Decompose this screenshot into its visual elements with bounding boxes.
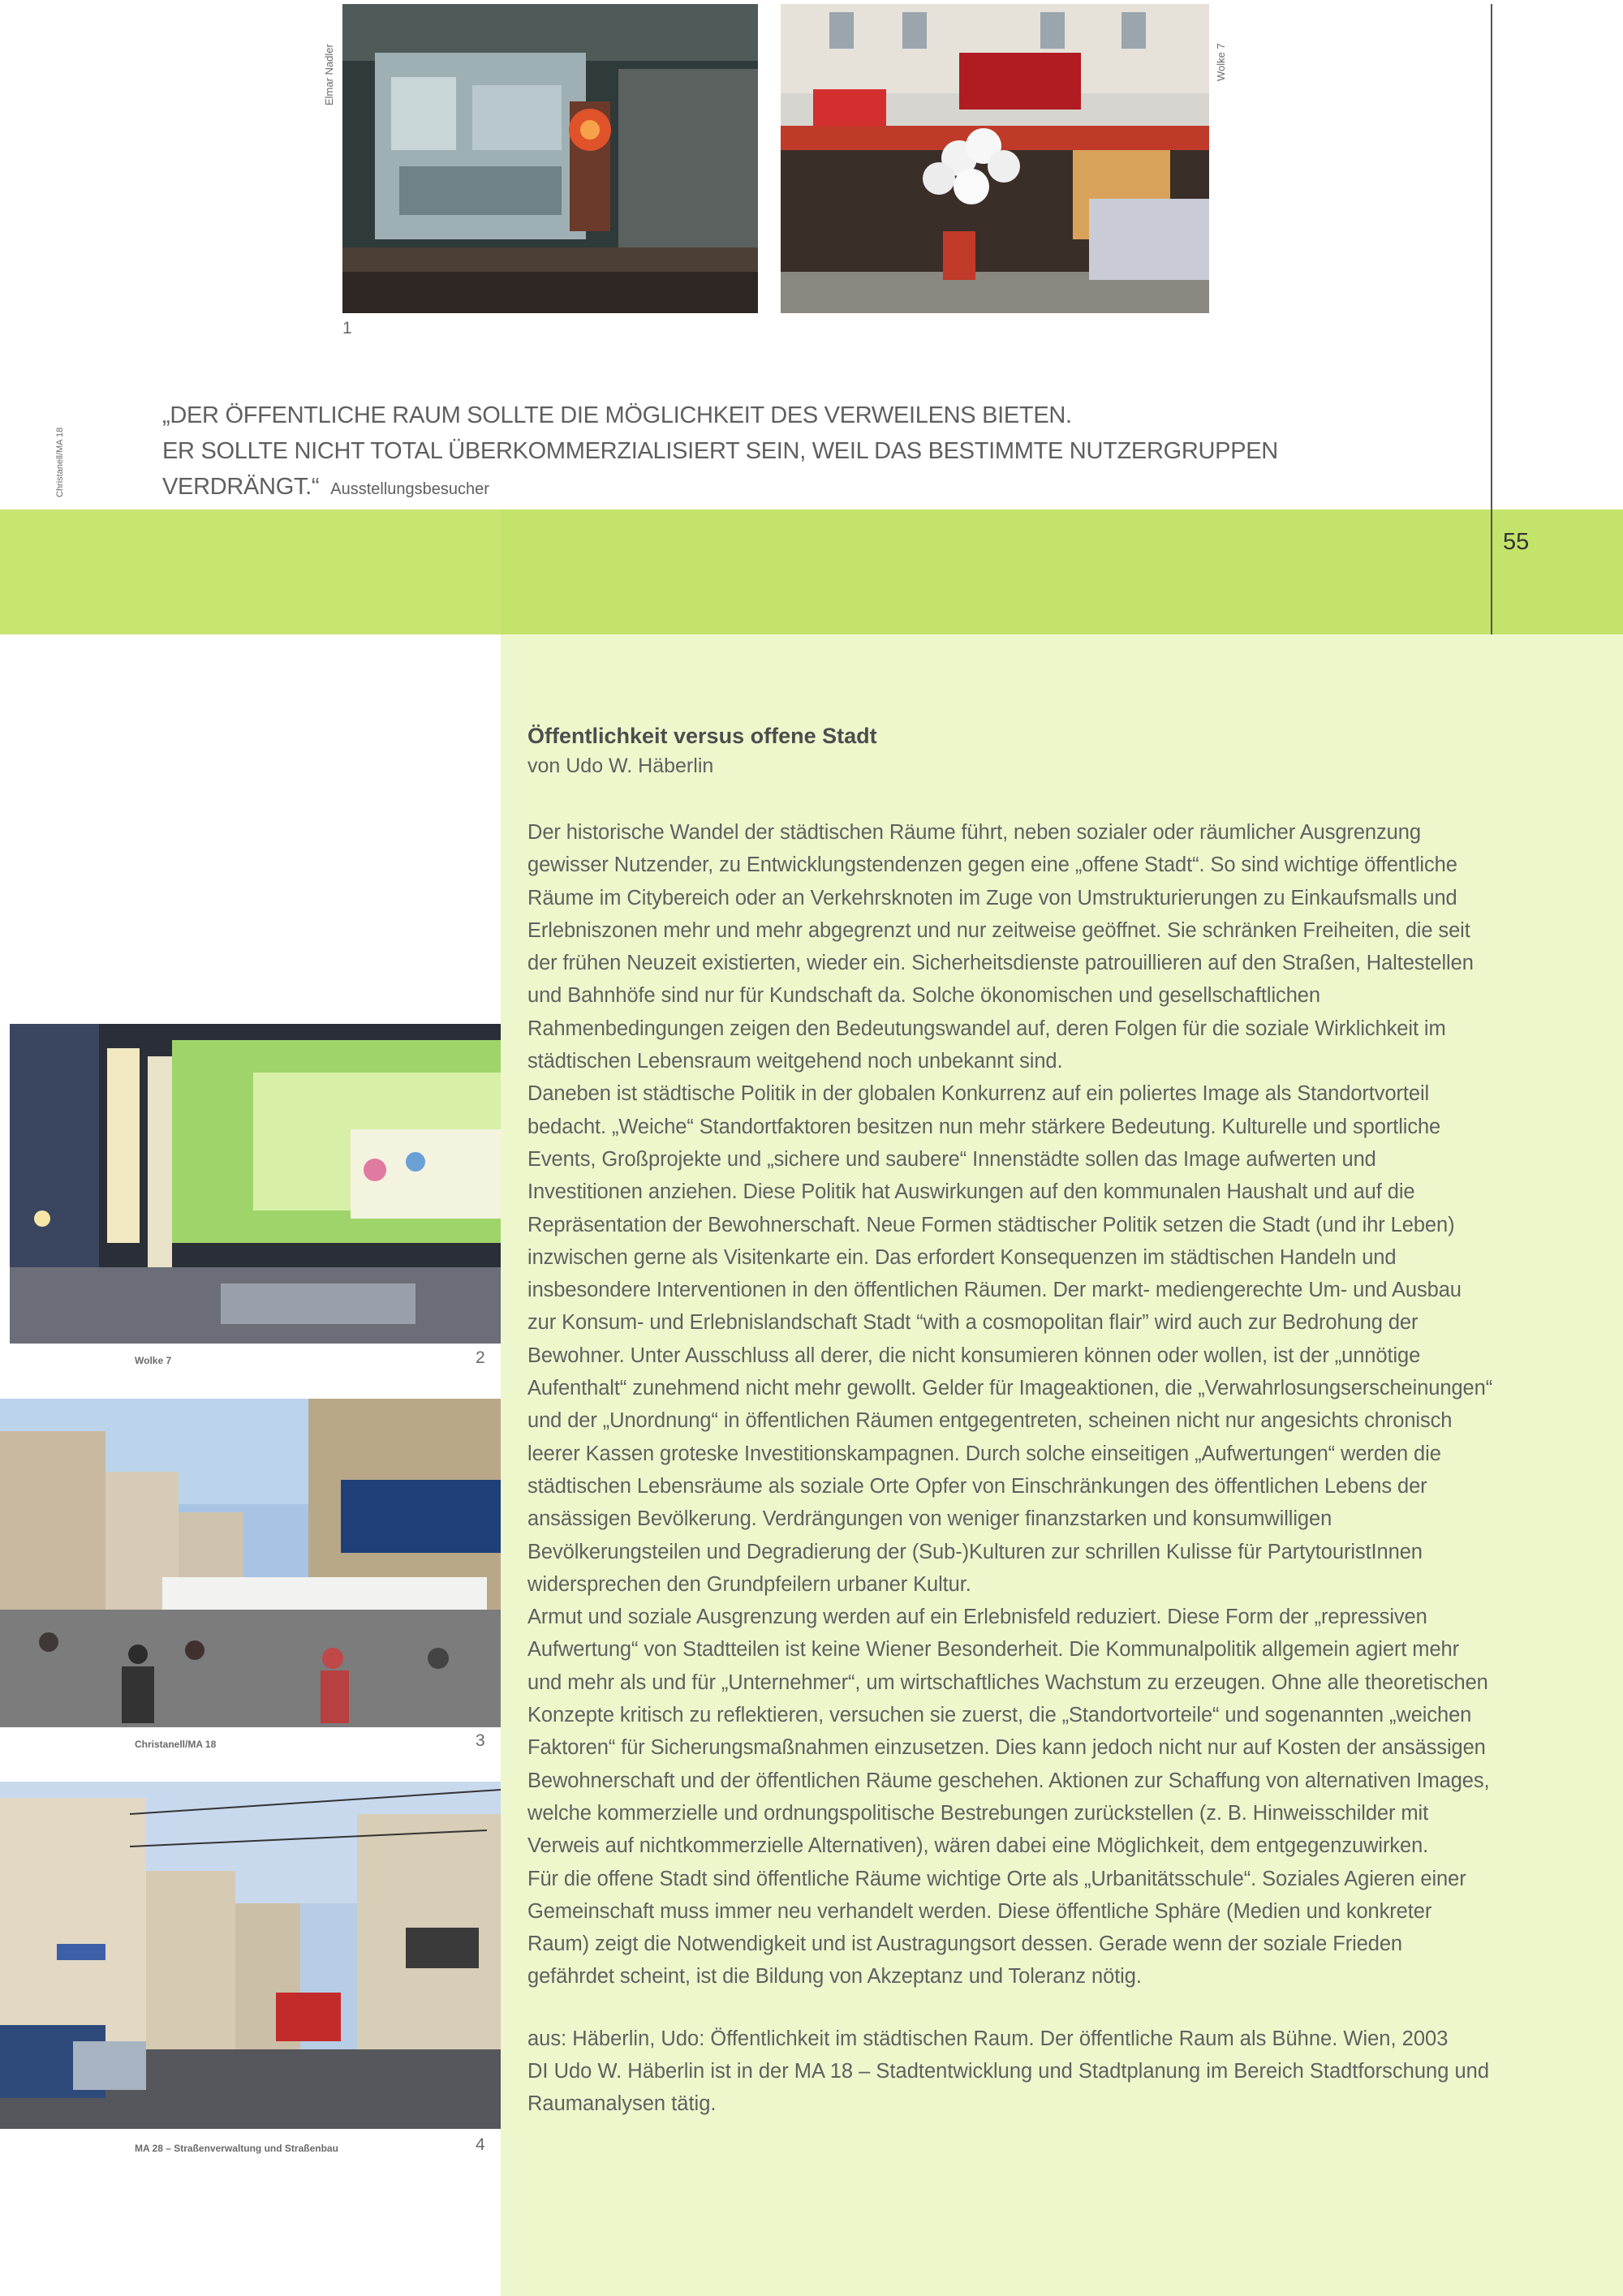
page-number: 55 <box>1503 529 1530 555</box>
photo-2-number: 2 <box>476 1348 485 1367</box>
photo-1-shop-window-projection <box>342 4 758 313</box>
article <box>527 720 1493 2121</box>
photo-1-credit: Elmar Nadler <box>323 44 335 105</box>
photo-storefront-balloons <box>781 4 1209 313</box>
article-paragraph: Daneben ist städtische Politik in der globalen Konkurrenz auf ein poliertes Image als Standortvorteil bedacht. „Weiche“ Standortfaktoren besitzen nun mehr stärkere Bedeutung. Kulturelle und sportliche Events, Großprojekte und „sichere und saubere“ Innenstädte sollen das Image aufwerten und Investitionen anziehen. Diese Politik hat Auswirkungen auf den kommunalen Haushalt und auf die Repräsentation der Bewohnerschaft. Neue Formen städtischer Politik setzen die Stadt (und ihr Leben) inzwischen gerne als Visitenkarte ein. Das erfordert Konsequenzen im städtischen Handeln und insbesondere Interventionen in den öffentlichen Räumen. Der markt- mediengerechte Um- und Ausbau zur Konsum- und Erlebnislandschaft Stadt “with a cosmopolitan flair” wird auch zur Bedrohung der Bewohner. Unter Ausschluss all derer, die nicht konsumieren können oder wollen, ist der „unnötige Aufenthalt“ zunehmend nicht mehr gewollt. Gelder für Imageaktionen, die „Verwahrlosungserscheinungen“ und der „Unordnung“ in öffentlichen Räumen entgegentreten, scheinen nicht nur angesichts chronisch leerer Kassen groteske Investitionskampagnen. Durch solche einseitigen „Aufwertungen“ werden die städtischen Lebensräume als soziale Orte Opfer von Einschränkungen des öffentlichen Lebens der ansässigen Bevölkerung. Verdrängungen von weniger finanzstarken und konsumwilligen Bevölkerungsteilen und Degradierung der (Sub-)Kulturen zur schrillen Kulisse für PartytouristInnen widersprechen den Grundpfeilern urbaner Kultur. <box>527 1082 1493 1596</box>
article-paragraph: Für die offene Stadt sind öffentliche Räume wichtige Orte als „Urbanitätsschule“. Soziales Agieren einer Gemeinschaft muss immer neu verhandelt werden. Diese öffentliche Sphäre (Medien und konkreter Raum) zeigt die Notwendigkeit und ist Austragungsort dessen. Gerade wenn der soziale Frieden gefährdet scheint, ist die Bildung von Akzeptanz und Toleranz nötig. <box>527 1867 1466 1989</box>
article-title: Öffentlichkeit versus offene Stadt <box>527 724 877 748</box>
photo-storefront-credit: Wolke 7 <box>1215 43 1227 81</box>
photo-2-illuminated-shop <box>10 1024 501 1344</box>
source-line: aus: Häberlin, Udo: Öffentlichkeit im städtischen Raum. Der öffentliche Raum als Bühne. Wien, 2003 <box>527 2027 1449 2050</box>
photo-3-number: 3 <box>476 1731 485 1750</box>
quote-source: Ausstellungsbesucher <box>330 480 489 498</box>
article-paragraph: Armut und soziale Ausgrenzung werden auf ein Erlebnisfeld reduziert. Diese Form der „repressiven Aufwertung“ von Stadtteilen ist keine Wiener Besonderheit. Die Kommunalpolitik allgemein agiert mehr und mehr als und für „Unternehmer“, um wirtschaftliches Wachstum zu erzeugen. Ohne alle theoretischen Konzepte kritisch zu reflektieren, versuchen sie zuerst, die „Standortvorteile“ und sogenannten „weichen Faktoren“ für Sicherungsmaßnahmen einzusetzen. Dies kann jedoch nicht nur auf Kosten der ansässigen Bewohnerschaft und der öffentlichen Räume geschehen. Aktionen zur Schaffung von alternativen Images, welche kommerzielle und ordnungspolitische Bestrebungen zurückstellen (z. B. Hinweisschilder mit Verweis auf nichtkommerzielle Alternativen), wären dabei eine Möglichkeit, dem entgegenzuwirken. <box>527 1606 1490 1858</box>
green-band-right <box>501 510 1623 634</box>
photo-4-street-traffic <box>0 1782 501 2129</box>
article-author: von Udo W. Häberlin <box>527 755 714 777</box>
source-block <box>527 2023 1493 2121</box>
photo-3-pedestrian-street <box>0 1399 501 1727</box>
photo-3-credit: Christanell/MA 18 <box>135 1739 217 1750</box>
quote-line-2: ER SOLLTE NICHT TOTAL ÜBERKOMMERZIALISIERT SEIN, WEIL DAS BESTIMMTE NUTZERGRUPPEN VERDRÄNGT.“ Ausstellungsbesucher <box>162 438 1278 500</box>
photo-1-number: 1 <box>342 319 352 338</box>
margin-rule <box>1491 4 1492 634</box>
photo-2-credit: Wolke 7 <box>135 1355 172 1366</box>
photo-4-credit: MA 28 – Straßenverwaltung und Straßenbau <box>135 2143 338 2154</box>
quote-line-1: „DER ÖFFENTLICHE RAUM SOLLTE DIE MÖGLICHKEIT DES VERWEILENS BIETEN. <box>162 402 1072 428</box>
article-paragraph: Der historische Wandel der städtischen Räume führt, neben sozialer oder räumlicher Ausgrenzung gewisser Nutzender, zu Entwicklungstendenzen gegen eine „offene Stadt“. So sind wichtige öffentliche Räume im Citybereich oder an Verkehrsknoten im Zuge von Umstrukturierungen zu Einkaufsmalls und Erlebniszonen mehr und mehr abgegrenzt und nur zeitweise geöffnet. Sie schränken Freiheiten, die seit der frühen Neuzeit existierten, wieder ein. Sicherheitsdienste patrouillieren auf den Straßen, Haltestellen und Bahnhöfe sind nur für Kundschaft da. Solche ökonomischen und gesellschaftlichen Rahmenbedingungen zeigen den Bedeutungswandel auf, deren Folgen für die soziale Wirklichkeit im städtischen Lebensraum weitgehend noch unbekannt sind. <box>527 821 1474 1073</box>
quote <box>162 398 1493 507</box>
photo-4-number: 4 <box>476 2135 485 2154</box>
quote-credit: Christanell/MA 18 <box>55 427 65 497</box>
author-bio: DI Udo W. Häberlin ist in der MA 18 – Stadtentwicklung und Stadtplanung im Bereich Stadtforschung und Raumanalysen tätig. <box>527 2059 1490 2116</box>
